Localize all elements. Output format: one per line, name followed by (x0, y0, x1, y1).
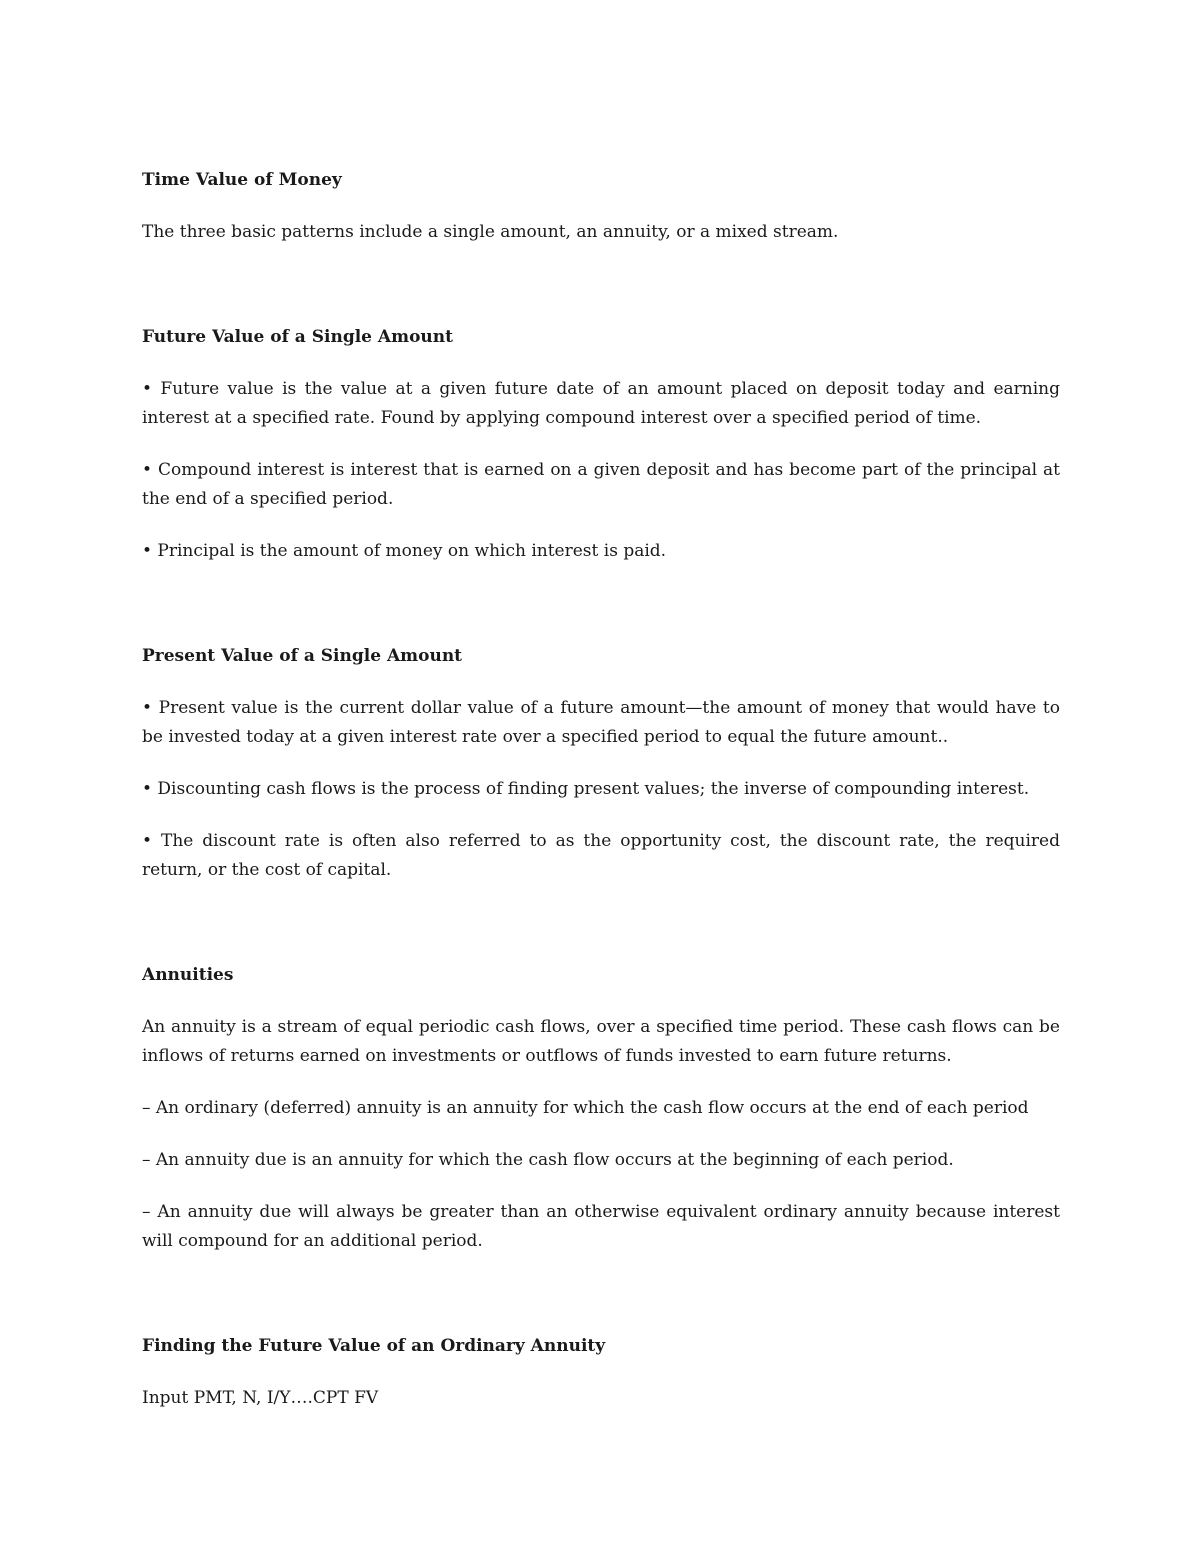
section-fv-ordinary-annuity (142, 1332, 1060, 1413)
section-heading: Future Value of a Single Amount (142, 327, 453, 347)
section-annuities (142, 961, 1060, 1256)
paragraph: • Principal is the amount of money on which interest is paid. (142, 541, 667, 561)
document-title: Time Value of Money (142, 170, 342, 190)
spacer (142, 589, 1060, 642)
paragraph: – An annuity due is an annuity for which the cash flow occurs at the beginning of each period. (142, 1150, 954, 1170)
spacer (142, 1279, 1060, 1332)
paragraph: • Compound interest is interest that is earned on a given deposit and has become part of the principal at the end of a specified period. (142, 460, 1060, 509)
section-present-value-single (142, 642, 1060, 885)
paragraph: – An annuity due will always be greater than an otherwise equivalent ordinary annuity because interest will compound for an additional period. (142, 1202, 1060, 1251)
section-future-value-single (142, 323, 1060, 566)
spacer (142, 270, 1060, 323)
section-heading: Present Value of a Single Amount (142, 646, 463, 666)
document-page (142, 166, 1060, 1436)
section-heading: Finding the Future Value of an Ordinary Annuity (142, 1336, 606, 1356)
paragraph: Input PMT, N, I/Y….CPT FV (142, 1388, 379, 1408)
paragraph: • The discount rate is often also referred to as the opportunity cost, the discount rate, the required return, or the cost of capital. (142, 831, 1060, 880)
section-heading: Annuities (142, 965, 234, 985)
paragraph: • Discounting cash flows is the process of finding present values; the inverse of compounding interest. (142, 779, 1030, 799)
paragraph: • Present value is the current dollar value of a future amount—the amount of money that would have to be invested today at a given interest rate over a specified period to equal the future amount.. (142, 698, 1060, 747)
paragraph: – An ordinary (deferred) annuity is an annuity for which the cash flow occurs at the end of each period (142, 1098, 1029, 1118)
spacer (142, 908, 1060, 961)
intro-paragraph: The three basic patterns include a single amount, an annuity, or a mixed stream. (142, 222, 839, 242)
paragraph: An annuity is a stream of equal periodic cash flows, over a specified time period. These cash flows can be inflows of returns earned on investments or outflows of funds invested to earn future returns. (142, 1017, 1060, 1066)
paragraph: • Future value is the value at a given future date of an amount placed on deposit today and earning interest at a specified rate. Found by applying compound interest over a specified period of time. (142, 379, 1060, 428)
